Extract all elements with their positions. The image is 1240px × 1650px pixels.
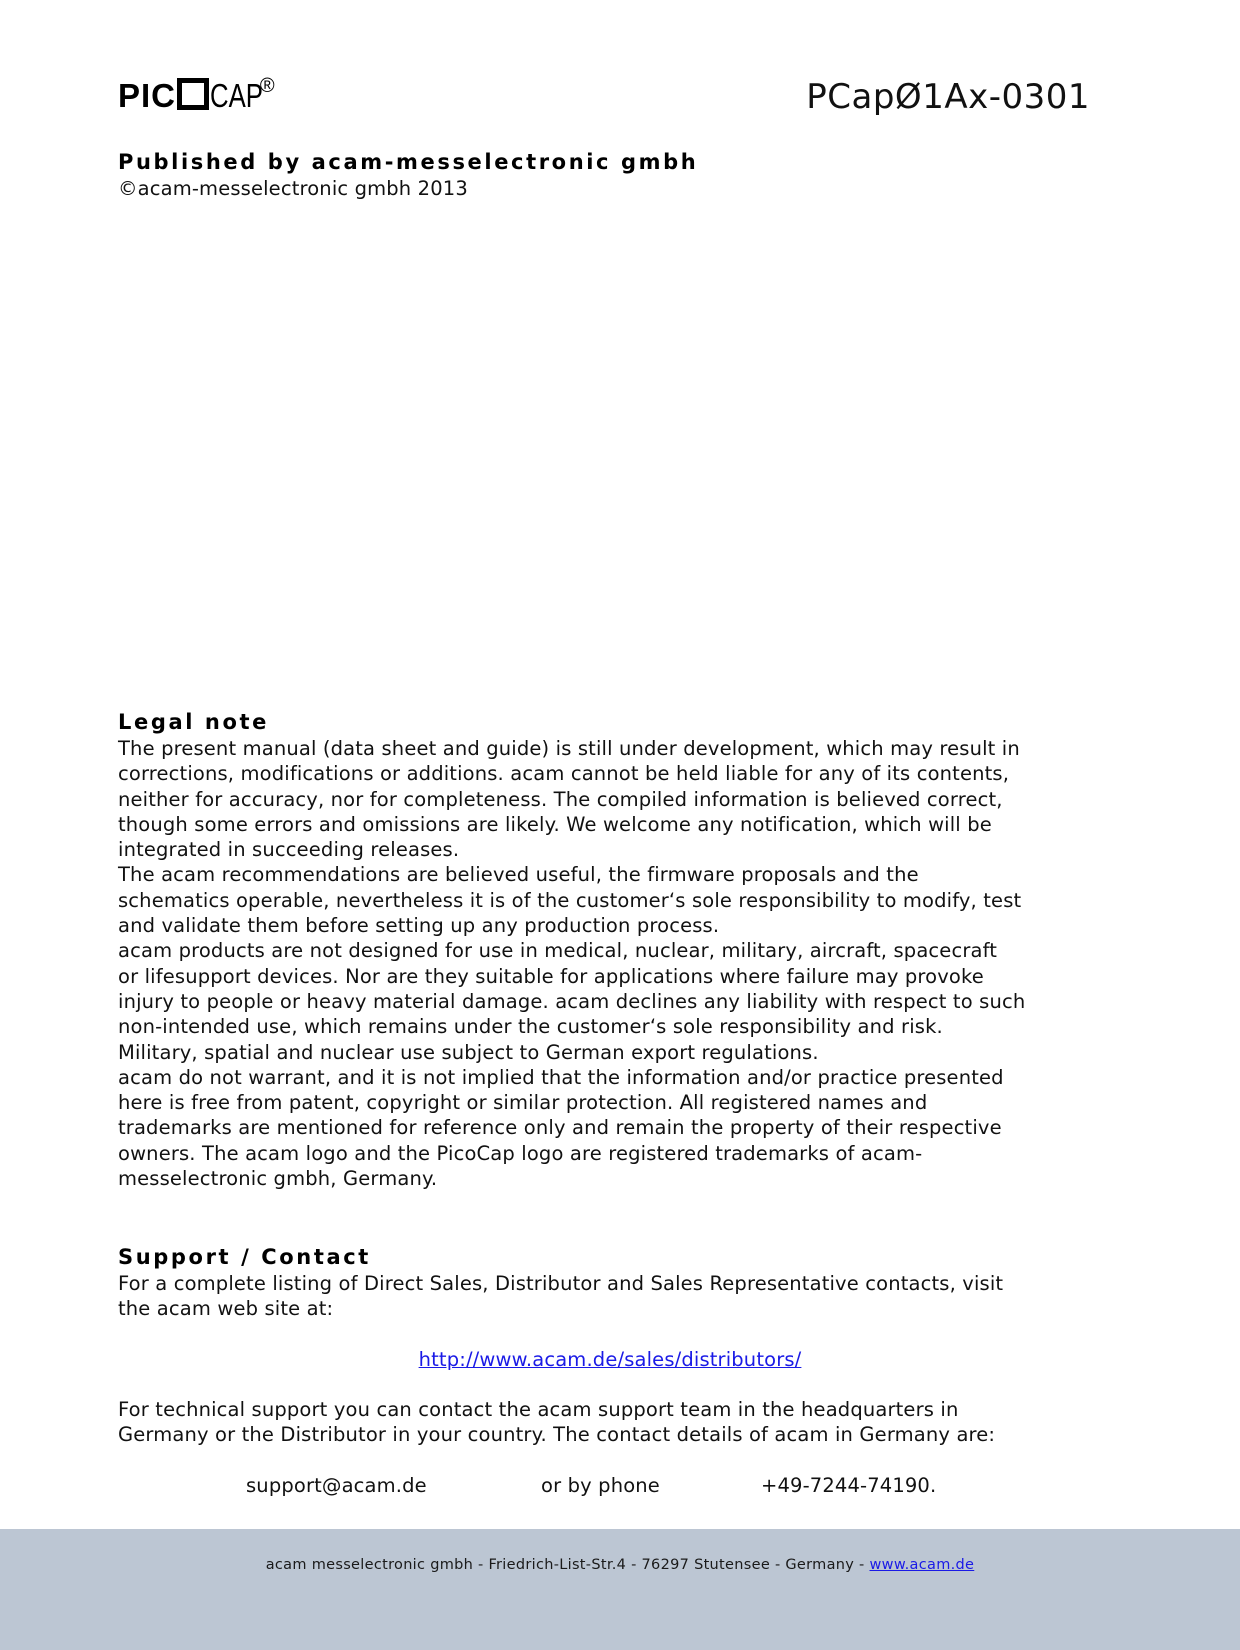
distributors-link[interactable]: http://www.acam.de/sales/distributors/: [418, 1348, 802, 1371]
legal-line: or lifesupport devices. Nor are they suitable for applications where failure may provoke: [118, 964, 984, 988]
document-id: PCapØ1Ax-0301: [806, 77, 1090, 117]
legal-line: neither for accuracy, nor for completeness. The compiled information is believed correct,: [118, 787, 1003, 811]
tech-support-text: [118, 1397, 995, 1448]
support-intro-line: the acam web site at:: [118, 1297, 334, 1321]
picocap-logo: [118, 76, 275, 116]
legal-line: The acam recommendations are believed useful, the firmware proposals and the: [118, 863, 919, 887]
registered-mark: ®: [259, 75, 275, 97]
legal-line: acam do not warrant, and it is not implied that the information and/or practice presented: [118, 1065, 1004, 1089]
support-intro: [118, 1271, 1003, 1322]
logo-bold-part: [118, 76, 209, 116]
logo-box-o-icon: [177, 78, 209, 110]
support-heading: Support / Contact: [118, 1245, 371, 1269]
legal-line: though some errors and omissions are likely. We welcome any notification, which will be: [118, 812, 992, 836]
footer-band: [0, 1529, 1240, 1650]
legal-line: Military, spatial and nuclear use subject to German export regulations.: [118, 1040, 819, 1064]
copyright-line: ©acam-messelectronic gmbh 2013: [118, 177, 468, 200]
legal-line: corrections, modifications or additions. acam cannot be held liable for any of its contents,: [118, 762, 1010, 786]
distributors-link-row: [0, 1347, 1220, 1372]
legal-line: messelectronic gmbh, Germany.: [118, 1167, 438, 1191]
logo-pic-text: PIC: [118, 77, 177, 114]
legal-line: The present manual (data sheet and guide) is still under development, which may result in: [118, 737, 1020, 760]
legal-line: owners. The acam logo and the PicoCap logo are registered trademarks of acam-: [118, 1141, 923, 1165]
tech-support-line: For technical support you can contact the acam support team in the headquarters in: [118, 1398, 959, 1421]
publisher-heading: Published by acam-messelectronic gmbh: [118, 150, 699, 174]
legal-note-body: [118, 736, 1025, 1191]
support-email[interactable]: support@acam.de: [246, 1474, 427, 1497]
legal-line: schematics operable, nevertheless it is of the customer‘s sole responsibility to modify, test: [118, 888, 1022, 912]
footer-address-line: [0, 1557, 1240, 1573]
legal-line: non-intended use, which remains under the customer‘s sole responsibility and risk.: [118, 1015, 943, 1039]
or-by-phone-label: or by phone: [541, 1474, 660, 1497]
legal-note-heading: Legal note: [118, 710, 269, 734]
legal-line: here is free from patent, copyright or similar protection. All registered names and: [118, 1091, 928, 1115]
legal-line: trademarks are mentioned for reference only and remain the property of their respective: [118, 1116, 1002, 1140]
logo-cap-text: CAP: [210, 77, 263, 114]
legal-line: acam products are not designed for use in medical, nuclear, military, aircraft, spacecraft: [118, 939, 998, 963]
legal-line: integrated in succeeding releases.: [118, 838, 460, 862]
footer-website-link[interactable]: www.acam.de: [869, 1557, 975, 1573]
support-phone: +49-7244-74190.: [761, 1474, 937, 1497]
tech-support-line: Germany or the Distributor in your country. The contact details of acam in Germany are:: [118, 1423, 996, 1447]
legal-line: and validate them before setting up any production process.: [118, 914, 720, 938]
legal-line: injury to people or heavy material damage. acam declines any liability with respect to such: [118, 989, 1026, 1013]
support-intro-line: For a complete listing of Direct Sales, Distributor and Sales Representative contacts, visit: [118, 1272, 1004, 1295]
footer-address: acam messelectronic gmbh - Friedrich-List-Str.4 - 76297 Stutensee - Germany -: [265, 1557, 870, 1573]
